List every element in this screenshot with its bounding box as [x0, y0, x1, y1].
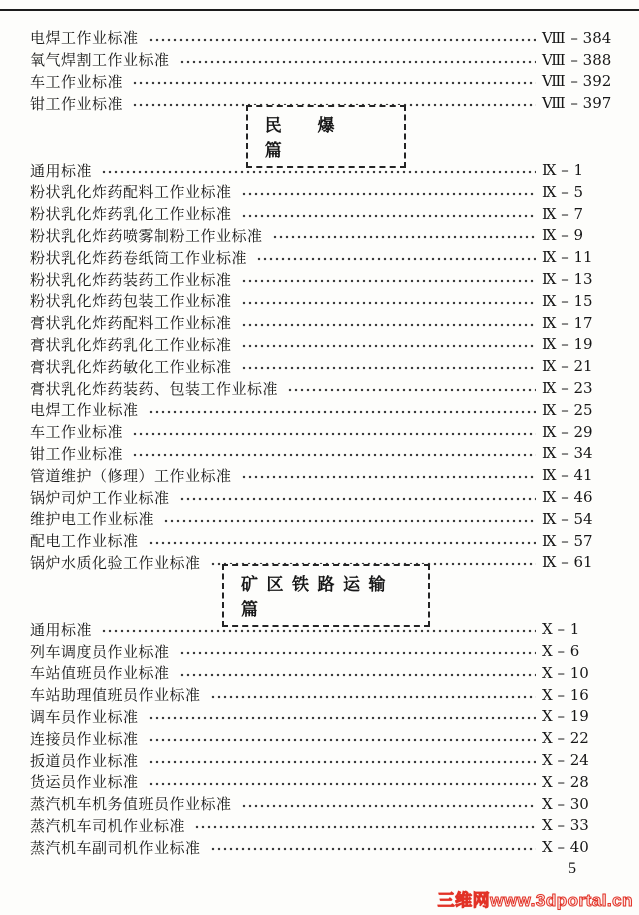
toc-entry-title: 列车调度员作业标准 — [30, 644, 170, 661]
toc-entry-page: Ⅸ – 57 — [542, 531, 593, 550]
toc-entry — [30, 443, 622, 465]
toc-entry-page: Ⅷ – 392 — [542, 72, 612, 91]
dot-leader — [287, 385, 536, 395]
toc-entry-page: Ⅹ – 33 — [542, 816, 589, 835]
toc-entry-page: Ⅸ – 34 — [542, 444, 593, 463]
dot-leader — [241, 341, 536, 351]
toc-entry — [30, 530, 622, 552]
watermark-text: 三维网www.3dportal.cn — [437, 891, 633, 910]
toc-entry-title: 车工作业标准 — [30, 74, 124, 91]
toc-entry-title: 膏状乳化炸药配料工作业标准 — [30, 316, 232, 333]
toc-entry — [30, 815, 622, 837]
toc-entry-page: Ⅸ – 23 — [542, 379, 593, 398]
dot-leader — [179, 57, 536, 67]
toc-entry-title: 粉状乳化炸药喷雾制粉工作业标准 — [30, 228, 263, 245]
dot-leader — [179, 648, 536, 658]
toc-entry-title: 锅炉司炉工作业标准 — [30, 490, 170, 507]
toc-entry-page: Ⅸ – 54 — [542, 509, 593, 528]
toc-entry-title: 粉状乳化炸药包装工作业标准 — [30, 294, 232, 311]
toc-entry-page: Ⅹ – 6 — [542, 642, 580, 661]
dot-leader — [101, 167, 536, 177]
dot-leader — [241, 363, 536, 373]
toc-entry-page: Ⅹ – 24 — [542, 751, 589, 769]
toc-entry-page: Ⅹ – 10 — [542, 663, 589, 682]
toc-entry — [30, 508, 622, 530]
toc-entry — [30, 181, 622, 203]
toc-entry — [30, 355, 622, 377]
toc-entry-title: 锅炉水质化验工作业标准 — [30, 555, 201, 572]
toc-entry-title: 钳工作业标准 — [30, 446, 124, 463]
toc-entry-page: Ⅸ – 9 — [542, 226, 584, 245]
dot-leader — [148, 735, 536, 745]
dot-leader — [148, 538, 536, 548]
toc-entry — [30, 377, 622, 399]
dot-leader — [148, 407, 536, 417]
toc-entry — [30, 246, 622, 268]
toc-entry-page: Ⅸ – 5 — [542, 182, 584, 201]
toc-entry — [30, 203, 622, 225]
section-header-label: 民爆篇 — [264, 116, 371, 161]
toc-entry-title: 配电工作业标准 — [30, 534, 139, 551]
toc-entry-page: Ⅹ – 30 — [542, 794, 589, 813]
toc-entry — [30, 334, 622, 356]
toc-entry-page: Ⅸ – 17 — [542, 313, 593, 332]
toc-entry — [30, 421, 622, 443]
toc-entry — [30, 771, 622, 793]
dot-leader — [194, 822, 536, 832]
toc-entry — [30, 486, 622, 508]
toc-entry-page: Ⅸ – 25 — [542, 400, 593, 419]
toc-entry — [30, 684, 622, 706]
toc-entry-page: Ⅸ – 19 — [542, 335, 593, 354]
page-number: 5 — [568, 860, 576, 878]
dot-leader — [163, 516, 536, 526]
toc-entry — [30, 727, 622, 749]
toc-entry — [30, 312, 622, 334]
toc-entry-page: Ⅸ – 21 — [542, 357, 593, 376]
dot-leader — [241, 801, 536, 811]
toc-entry — [30, 225, 622, 247]
dot-leader — [241, 298, 536, 308]
toc-entry-title: 通用标准 — [30, 163, 93, 180]
dot-leader — [179, 670, 536, 680]
toc-entry — [30, 27, 622, 49]
dot-leader — [241, 320, 536, 330]
toc-entry-title: 蒸汽机车机务值班员作业标准 — [30, 797, 232, 814]
toc-entry-page: Ⅸ – 15 — [542, 291, 593, 310]
section-header-civil-explosives — [246, 105, 406, 168]
toc-entry — [30, 836, 622, 858]
toc-entry-title: 粉状乳化炸药卷纸筒工作业标准 — [30, 250, 248, 267]
toc-entry-title: 电焊工作业标准 — [30, 403, 139, 420]
toc-entry-title: 蒸汽机车副司机作业标准 — [30, 840, 201, 857]
toc-entry-page: Ⅷ – 384 — [542, 28, 612, 47]
dot-leader — [272, 232, 536, 242]
toc-entry-title: 钳工作业标准 — [30, 96, 124, 113]
toc-entry-title: 调车员作业标准 — [30, 709, 139, 726]
toc-entry — [30, 71, 622, 93]
toc-entry — [30, 399, 622, 421]
section-header-label: 矿区铁路运输篇 — [241, 575, 394, 620]
toc-entry — [30, 640, 622, 662]
toc-entry — [30, 268, 622, 290]
toc-entry-title: 粉状乳化炸药配料工作业标准 — [30, 185, 232, 202]
dot-leader — [241, 472, 536, 482]
dot-leader — [241, 211, 536, 221]
dot-leader — [148, 757, 536, 767]
toc-entry — [30, 706, 622, 728]
toc-entry — [30, 290, 622, 312]
dot-leader — [241, 189, 536, 199]
toc-entry-title: 氧气焊割工作业标准 — [30, 53, 170, 70]
toc-entry-page: Ⅸ – 29 — [542, 422, 593, 441]
toc-entry-page: Ⅷ – 388 — [542, 50, 612, 69]
table-of-contents — [30, 27, 622, 878]
dot-leader — [148, 779, 536, 789]
toc-entry-title: 膏状乳化炸药装药、包装工作业标准 — [30, 381, 279, 398]
toc-entry-title: 维护电工作业标准 — [30, 512, 155, 529]
dot-leader — [132, 78, 536, 88]
dot-leader — [132, 429, 536, 439]
section-header-wrap — [30, 114, 622, 159]
toc-entry-title: 连接员作业标准 — [30, 731, 139, 748]
dot-leader — [148, 35, 536, 45]
toc-entry-page: Ⅸ – 1 — [542, 161, 584, 180]
toc-entry-page: Ⅸ – 11 — [542, 248, 593, 267]
toc-entry-page: Ⅷ – 397 — [542, 94, 612, 113]
dot-leader — [179, 494, 536, 504]
toc-entry-title: 扳道员作业标准 — [30, 753, 139, 770]
section-header-wrap — [30, 573, 622, 618]
toc-entry-page: Ⅸ – 13 — [542, 270, 593, 289]
toc-entry-title: 电焊工作业标准 — [30, 31, 139, 48]
dot-leader — [256, 254, 536, 264]
toc-entry-page: Ⅹ – 40 — [542, 838, 589, 857]
toc-entry-title: 膏状乳化炸药乳化工作业标准 — [30, 337, 232, 354]
toc-entry-page: Ⅹ – 19 — [542, 707, 589, 726]
dot-leader — [241, 276, 536, 286]
top-rule — [0, 9, 639, 11]
toc-entry-title: 蒸汽机车司机作业标准 — [30, 818, 186, 835]
toc-entry — [30, 749, 622, 771]
section-header-mine-railway — [222, 564, 430, 627]
dot-leader — [210, 692, 536, 702]
toc-entry-page: Ⅹ – 22 — [542, 729, 589, 748]
toc-entry — [30, 662, 622, 684]
dot-leader — [101, 626, 536, 636]
toc-entry — [30, 793, 622, 815]
toc-entry-page: Ⅹ – 28 — [542, 772, 589, 791]
dot-leader — [132, 450, 536, 460]
toc-entry-page: Ⅹ – 1 — [542, 620, 580, 639]
toc-entry-page: Ⅸ – 61 — [542, 553, 593, 572]
toc-entry-title: 管道维护（修理）工作业标准 — [30, 468, 232, 485]
toc-entry-title: 车工作业标准 — [30, 425, 124, 442]
toc-entry-title: 车站值班员作业标准 — [30, 666, 170, 683]
toc-entry — [30, 464, 622, 486]
dot-leader — [210, 844, 536, 854]
toc-entry-title: 粉状乳化炸药装药工作业标准 — [30, 272, 232, 289]
toc-entry-page: Ⅹ – 16 — [542, 685, 589, 704]
toc-entry-page: Ⅸ – 7 — [542, 204, 584, 223]
toc-entry-title: 膏状乳化炸药敏化工作业标准 — [30, 359, 232, 376]
toc-entry — [30, 49, 622, 71]
toc-entry-page: Ⅸ – 46 — [542, 488, 593, 507]
toc-entry-title: 通用标准 — [30, 622, 93, 639]
toc-entry-title: 车站助理值班员作业标准 — [30, 688, 201, 705]
toc-entry-title: 粉状乳化炸药乳化工作业标准 — [30, 207, 232, 224]
toc-entry-page: Ⅸ – 41 — [542, 466, 593, 485]
toc-entry-title: 货运员作业标准 — [30, 775, 139, 792]
dot-leader — [148, 713, 536, 723]
